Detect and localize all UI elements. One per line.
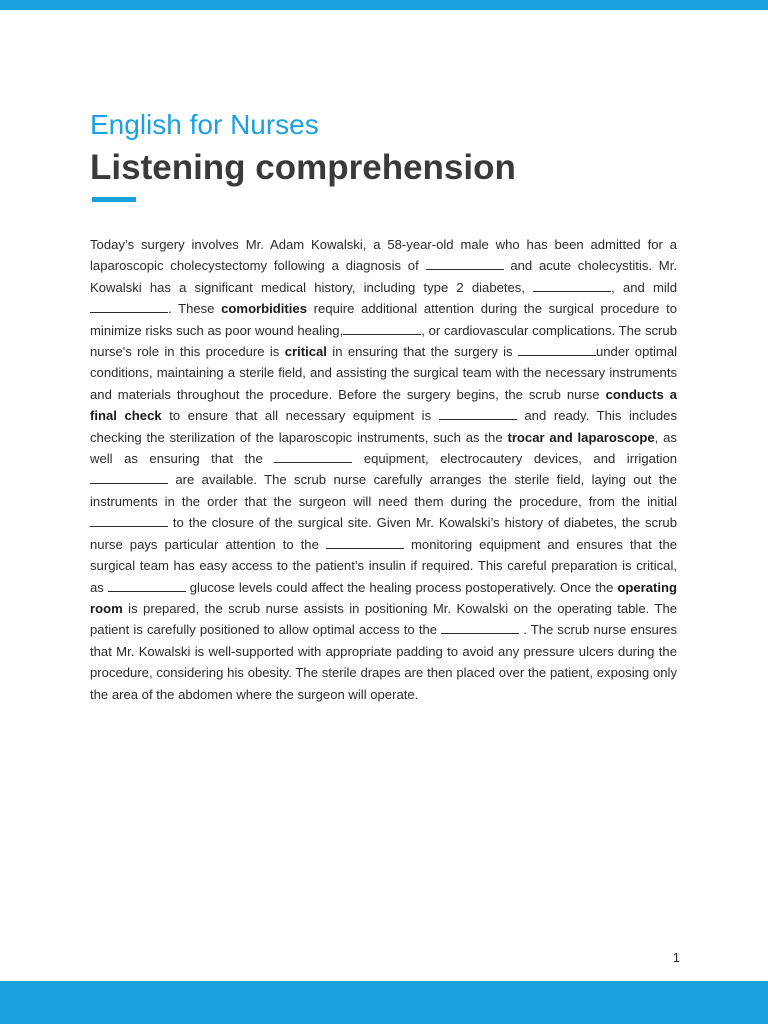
passage-text: is prepared, the scrub nurse assists in positioning Mr. Kowalski on the operating table. The patient is carefully positioned to allow optimal access to the	[90, 600, 678, 638]
top-accent-bar	[0, 0, 768, 10]
fill-in-blank[interactable]	[439, 407, 517, 420]
page-title: Listening comprehension	[90, 148, 516, 187]
fill-in-blank[interactable]	[441, 621, 519, 634]
fill-in-blank[interactable]	[90, 300, 168, 313]
passage-text: equipment, electrocautery devices, and irrigation	[363, 451, 678, 467]
passage-paragraph	[90, 234, 677, 705]
passage-text: to ensure that all necessary equipment is	[169, 408, 432, 424]
passage-text: monitoring equipment and ensures that the surgical team has easy access to the patient’s insulin if required. This careful preparation is critical, as	[90, 536, 678, 595]
passage-text: and ready. This includes checking the sterilization of the laparoscopic instruments, such as the	[90, 408, 678, 445]
passage-text: under optimal conditions, maintaining a sterile field, and assisting the surgical team with the necessary instruments and materials throughout the procedure. Before the surgery begins, the scrub nurse	[90, 344, 678, 402]
passage-text: , and mild	[611, 279, 677, 295]
passage-text: in ensuring that the surgery is	[332, 344, 513, 360]
fill-in-blank[interactable]	[518, 343, 596, 356]
passage-text: . The scrub nurse ensures that Mr. Kowalski is well-supported with appropriate padding to avoid any pressure ulcers during the procedure, considering his obesity. The sterile drapes are then placed over the patient, exposing only the area of the abdomen where the surgeon will operate.	[90, 622, 677, 702]
passage-text: glucose levels could affect the healing process postoperatively. Once the	[189, 579, 614, 595]
passage-text: to the closure of the surgical site. Given Mr. Kowalski’s history of diabetes, the scrub nurse pays particular attention to the	[90, 515, 677, 552]
fill-in-blank[interactable]	[90, 514, 168, 527]
fill-in-blank[interactable]	[274, 450, 352, 463]
passage-text: , as well as ensuring that the	[90, 429, 677, 467]
fill-in-blank[interactable]	[533, 279, 611, 292]
fill-in-blank[interactable]	[90, 471, 168, 484]
bottom-accent-bar	[0, 981, 768, 1024]
fill-in-blank[interactable]	[108, 579, 186, 592]
key-term: trocar and laparoscope	[507, 429, 655, 445]
key-term: operating room	[90, 579, 678, 616]
passage-text: are available. The scrub nurse carefully arranges the sterile field, laying out the instruments in the order that the surgeon will need them during the procedure, from the initial	[90, 472, 677, 509]
fill-in-blank[interactable]	[426, 257, 504, 270]
passage-text: , or cardiovascular complications. The scrub nurse's role in this procedure is	[90, 322, 677, 360]
key-term: conducts a final check	[90, 386, 678, 424]
course-subtitle: English for Nurses	[90, 109, 319, 140]
passage-text: require additional attention during the surgical procedure to minimize risks such as poor wound healing,	[90, 301, 677, 338]
passage-text: Today’s surgery involves Mr. Adam Kowalski, a 58-year-old male who has been admitted for a laparoscopic cholecystectomy following a diagnosis of	[90, 237, 677, 274]
passage-text: and acute cholecystitis. Mr. Kowalski has a significant medical history, including type 2 diabetes,	[90, 258, 677, 295]
passage-text: . These	[168, 301, 215, 317]
page-number: 1	[672, 950, 680, 965]
key-term: critical	[284, 344, 327, 360]
fill-in-blank[interactable]	[326, 536, 404, 549]
key-term: comorbidities	[221, 301, 307, 317]
title-underline-accent	[92, 197, 136, 202]
fill-in-blank[interactable]	[343, 322, 421, 335]
